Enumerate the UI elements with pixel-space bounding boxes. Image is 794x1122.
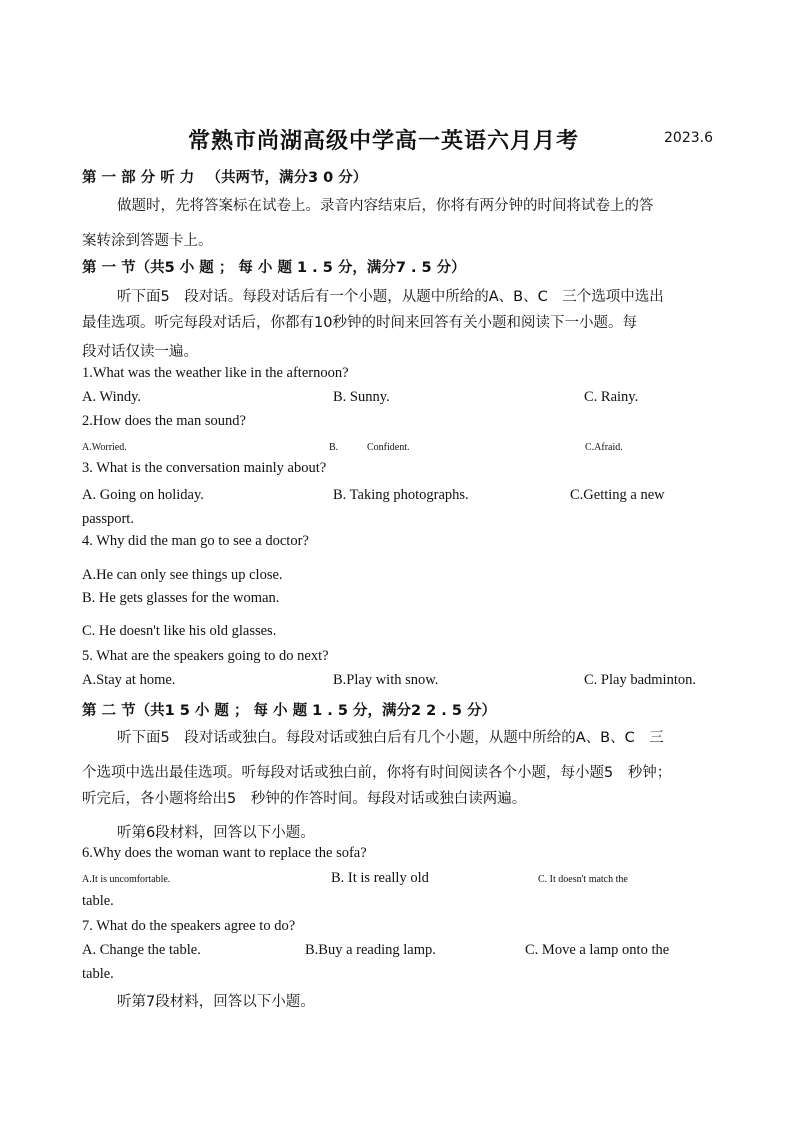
q7-option-c-cont: table. [82,966,114,982]
section1-heading: 第 一 节（共5 小 题 ； 每 小 题 1 . 5 分，满分7 . 5 分） [82,260,466,276]
q7-option-a: A. Change the table. [82,942,201,958]
q6-option-b: B. It is really old [331,870,429,886]
q3-stem: 3. What is the conversation mainly about? [82,460,327,476]
q5-option-b: B.Play with snow. [333,672,439,688]
q5-option-c: C. Play badminton. [584,672,696,688]
part1-instruction-line1: 做题时，先将答案标在试卷上。录音内容结束后，你将有两分钟的时间将试卷上的答 [117,198,654,214]
part1-heading: 第 一 部 分 听 力 （共两节，满分3 0 分） [82,170,368,186]
section2-instruction-line2: 个选项中选出最佳选项。听每段对话或独白前，你将有时间阅读各个小题，每小题5 秒钟； [82,765,672,781]
q2-option-c: C.Afraid. [585,442,623,453]
q6-option-a: A.It is uncomfortable. [82,874,171,885]
section1-instruction-line2: 最佳选项。听完每段对话后，你都有10秒钟的时间来回答有关小题和阅读下一小题。每 [82,315,637,331]
section1-instruction-line1: 听下面5 段对话。每段对话后有一个小题，从题中所给的A、B、C 三个选项中选出 [117,289,664,305]
q7-option-b: B.Buy a reading lamp. [305,942,436,958]
material-7-label: 听第7段材料，回答以下小题。 [117,994,315,1010]
exam-title: 常熟市尚湖高级中学高一英语六月月考 [188,128,580,154]
q5-option-a: A.Stay at home. [82,672,176,688]
q6-option-c-cont: table. [82,893,114,909]
section2-heading: 第 二 节（共1 5 小 题 ； 每 小 题 1 . 5 分，满分2 2 . 5 分） [82,703,496,719]
q1-option-a: A. Windy. [82,389,142,405]
q3-option-a: A. Going on holiday. [82,487,204,503]
q4-option-a: A.He can only see things up close. [82,567,283,583]
section2-instruction-line3: 听完后，各小题将给出5 秒钟的作答时间。每段对话或独白读两遍。 [82,791,527,807]
part1-instruction-line2: 案转涂到答题卡上。 [82,233,213,249]
exam-date: 2023.6 [664,130,713,146]
material-6-label: 听第6段材料，回答以下小题。 [117,825,315,841]
section1-instruction-line3: 段对话仅读一遍。 [82,344,198,360]
q4-option-c: C. He doesn't like his old glasses. [82,623,277,639]
q1-option-b: B. Sunny. [333,389,390,405]
q4-option-b: B. He gets glasses for the woman. [82,590,280,606]
q3-option-b: B. Taking photographs. [333,487,469,503]
q3-option-c: C.Getting a new [570,487,665,503]
q2-stem: 2.How does the man sound? [82,413,246,429]
q6-stem: 6.Why does the woman want to replace the sofa? [82,845,367,861]
q4-stem: 4. Why did the man go to see a doctor? [82,533,309,549]
q7-option-c: C. Move a lamp onto the [525,942,670,958]
q2-option-b: B. [329,442,339,453]
q1-stem: 1.What was the weather like in the afternoon? [82,365,349,381]
q7-stem: 7. What do the speakers agree to do? [82,918,296,934]
q2-option-a: A.Worried. [82,442,127,453]
q2-option-b-text: Confident. [367,442,410,453]
q6-option-c: C. It doesn't match the [538,874,628,885]
q1-option-c: C. Rainy. [584,389,639,405]
section2-instruction-line1: 听下面5 段对话或独白。每段对话或独白后有几个小题，从题中所给的A、B、C 三 [117,730,664,746]
q3-option-c-cont: passport. [82,511,134,527]
q5-stem: 5. What are the speakers going to do next? [82,648,329,664]
